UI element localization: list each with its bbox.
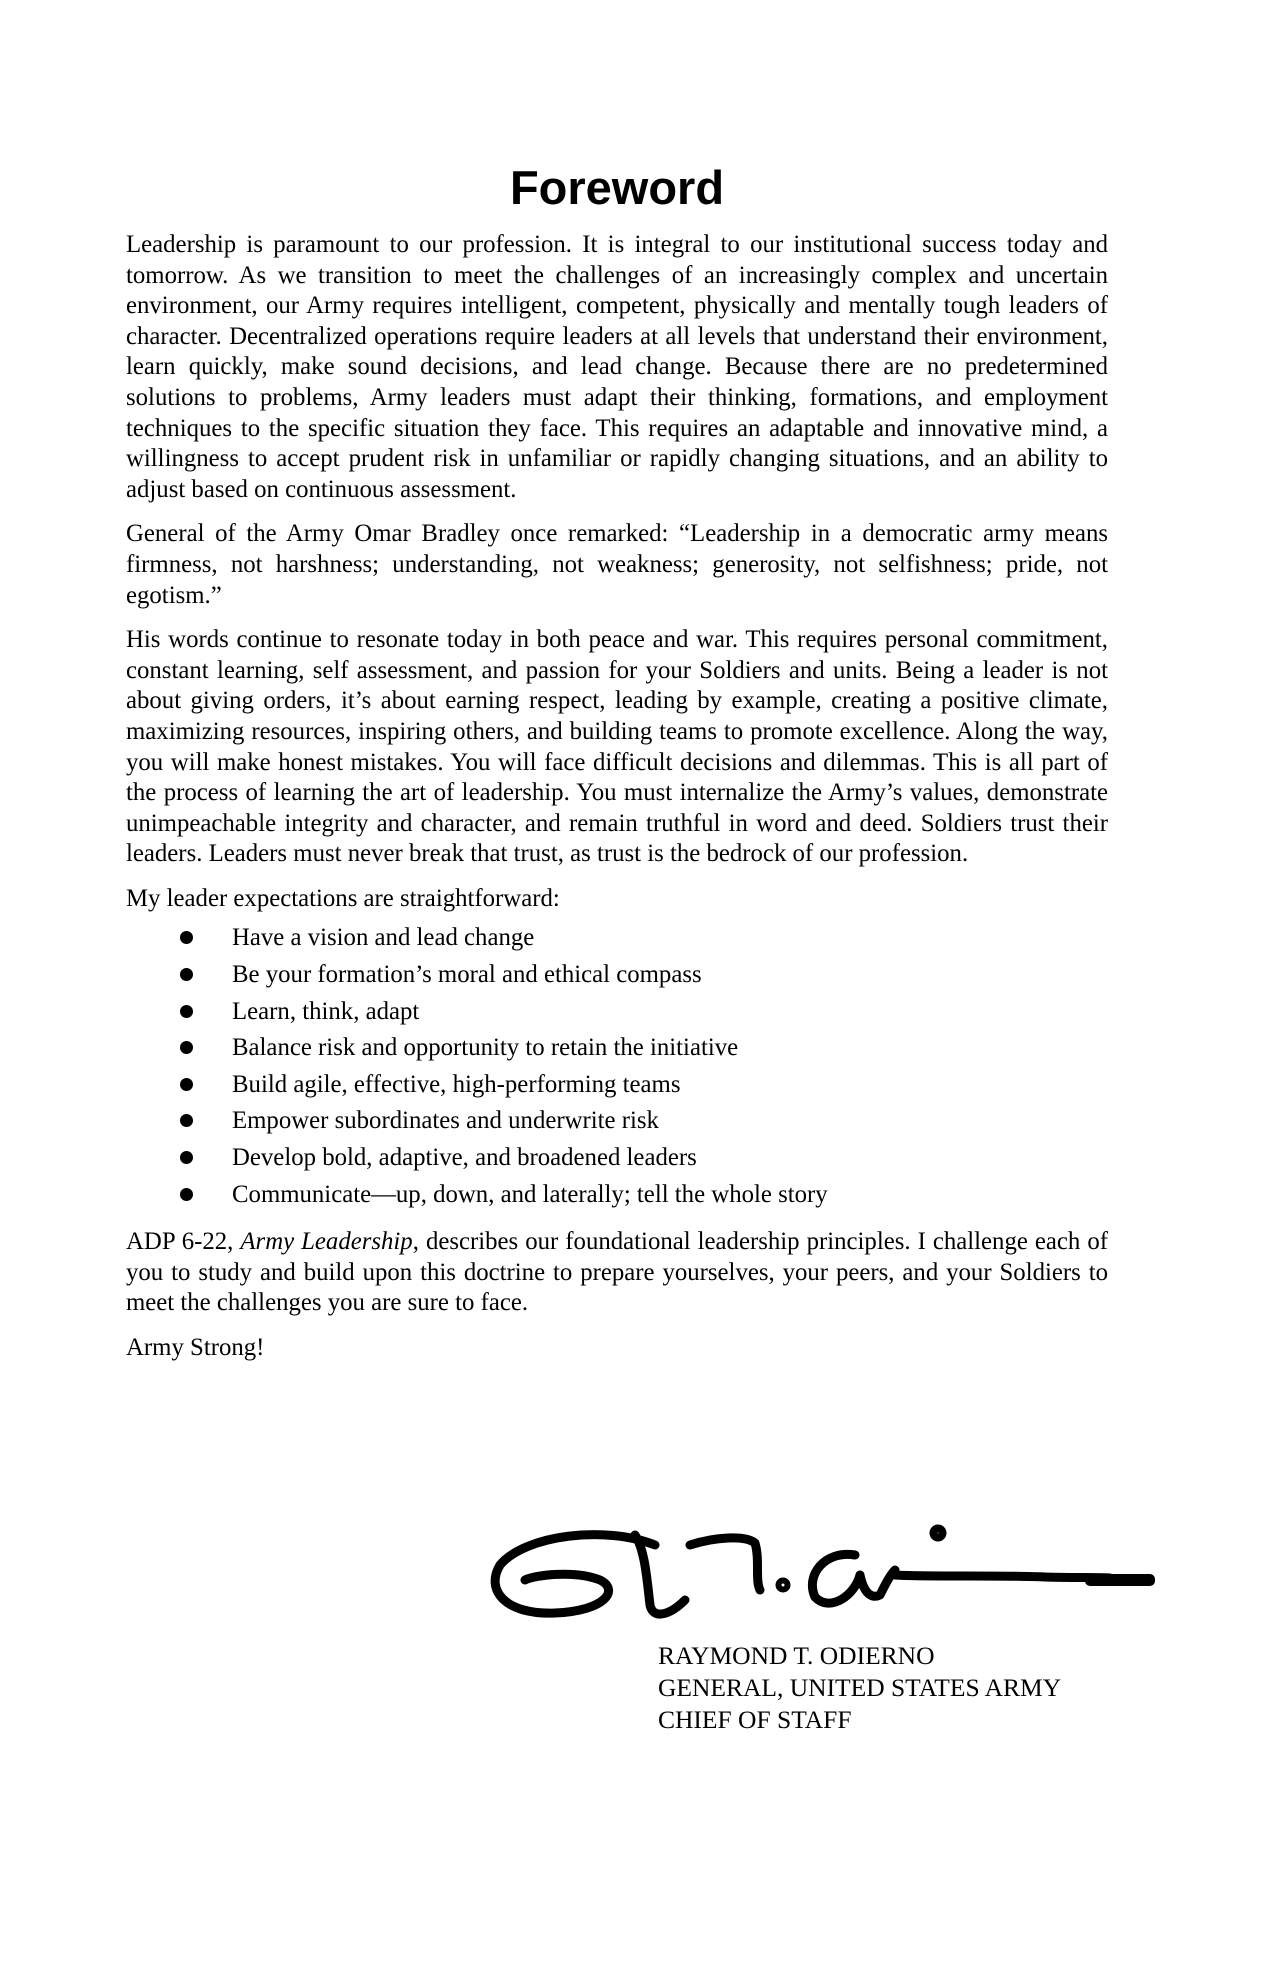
- list-item: [126, 1177, 1108, 1214]
- list-item-text: Learn, think, adapt: [232, 997, 420, 1025]
- list-item-text: Communicate—up, down, and laterally; tell the whole story: [232, 1180, 828, 1208]
- bullet-icon: [180, 931, 193, 944]
- signature-block: [658, 1640, 1218, 1736]
- bullet-icon: [180, 968, 193, 981]
- foreword-body: [126, 230, 1108, 1370]
- expectations-intro: My leader expectations are straightforward:: [126, 884, 560, 912]
- list-item: [126, 957, 1108, 994]
- list-item-text: Be your formation’s moral and ethical compass: [232, 961, 702, 989]
- bullet-icon: [180, 1041, 193, 1054]
- list-item: [126, 1140, 1108, 1177]
- closing-paragraph: [126, 1227, 1108, 1319]
- list-item: [126, 1103, 1108, 1140]
- list-item: [126, 920, 1108, 957]
- bullet-icon: [180, 1151, 193, 1164]
- publication-title: Army Leadership: [240, 1228, 413, 1256]
- paragraph-3: His words continue to resonate today in both peace and war. This requires personal commitment, constant learning, self assessment, and passion for your Soldiers and units. Being a leader is not about giving orders, it’s about earning respect, leading by example, creating a positive climate, maximizing resources, inspiring others, and building teams to promote excellence. Along the way, you will make honest mistakes. You will face difficult decisions and dilemmas. This is all part of the process of learning the art of leadership. You must internalize the Army’s values, demonstrate unimpeachable integrity and character, and remain truthful in word and deed. Soldiers trust their leaders. Leaders must never break that trust, as trust is the bedrock of our profession.: [126, 626, 1108, 868]
- page-title: Foreword: [509, 161, 725, 214]
- list-item-text: Develop bold, adaptive, and broadened leaders: [232, 1144, 697, 1172]
- list-item: [126, 1030, 1108, 1067]
- bullet-icon: [180, 1188, 193, 1201]
- bullet-icon: [180, 1078, 193, 1091]
- sign-off: Army Strong!: [126, 1334, 265, 1361]
- list-item: [126, 994, 1108, 1031]
- bullet-icon: [180, 1005, 193, 1018]
- signatory-position: CHIEF OF STAFF: [658, 1705, 852, 1734]
- paragraph-2: General of the Army Omar Bradley once remarked: “Leadership in a democratic army means firmness, not harshness; understanding, not weakness; generosity, not selfishness; pride, not egotism.”: [126, 520, 1108, 609]
- handwritten-signature: [485, 1505, 1195, 1635]
- list-item-text: Empower subordinates and underwrite risk: [232, 1107, 659, 1135]
- closing-suffix: , describes our foundational leadership principles. I challenge each of you to study and build upon this doctrine to prepare yourselves, your peers, and your Soldiers to meet the challenges you are sure to face.: [126, 1228, 1108, 1317]
- list-item: [126, 1067, 1108, 1104]
- signatory-name: RAYMOND T. ODIERNO: [658, 1641, 935, 1670]
- signatory-rank: GENERAL, UNITED STATES ARMY: [658, 1673, 1062, 1702]
- list-item-text: Build agile, effective, high-performing teams: [232, 1070, 681, 1098]
- closing-prefix: ADP 6-22,: [126, 1228, 241, 1256]
- list-item-text: Have a vision and lead change: [232, 924, 535, 952]
- paragraph-1: Leadership is paramount to our profession. It is integral to our institutional success today and tomorrow. As we transition to meet the challenges of an increasingly complex and uncertain environment, our Army requires intelligent, competent, physically and mentally tough leaders of character. Decentralized operations require leaders at all levels that understand their environment, learn quickly, make sound decisions, and lead change. Because there are no predetermined solutions to problems, Army leaders must adapt their thinking, formations, and employment techniques to the specific situation they face. This requires an adaptable and innovative mind, a willingness to accept prudent risk in unfamiliar or rapidly changing situations, and an ability to adjust based on continuous assessment.: [126, 231, 1108, 503]
- expectations-list: [126, 920, 1108, 1213]
- list-item-text: Balance risk and opportunity to retain the initiative: [232, 1034, 739, 1062]
- bullet-icon: [180, 1114, 193, 1127]
